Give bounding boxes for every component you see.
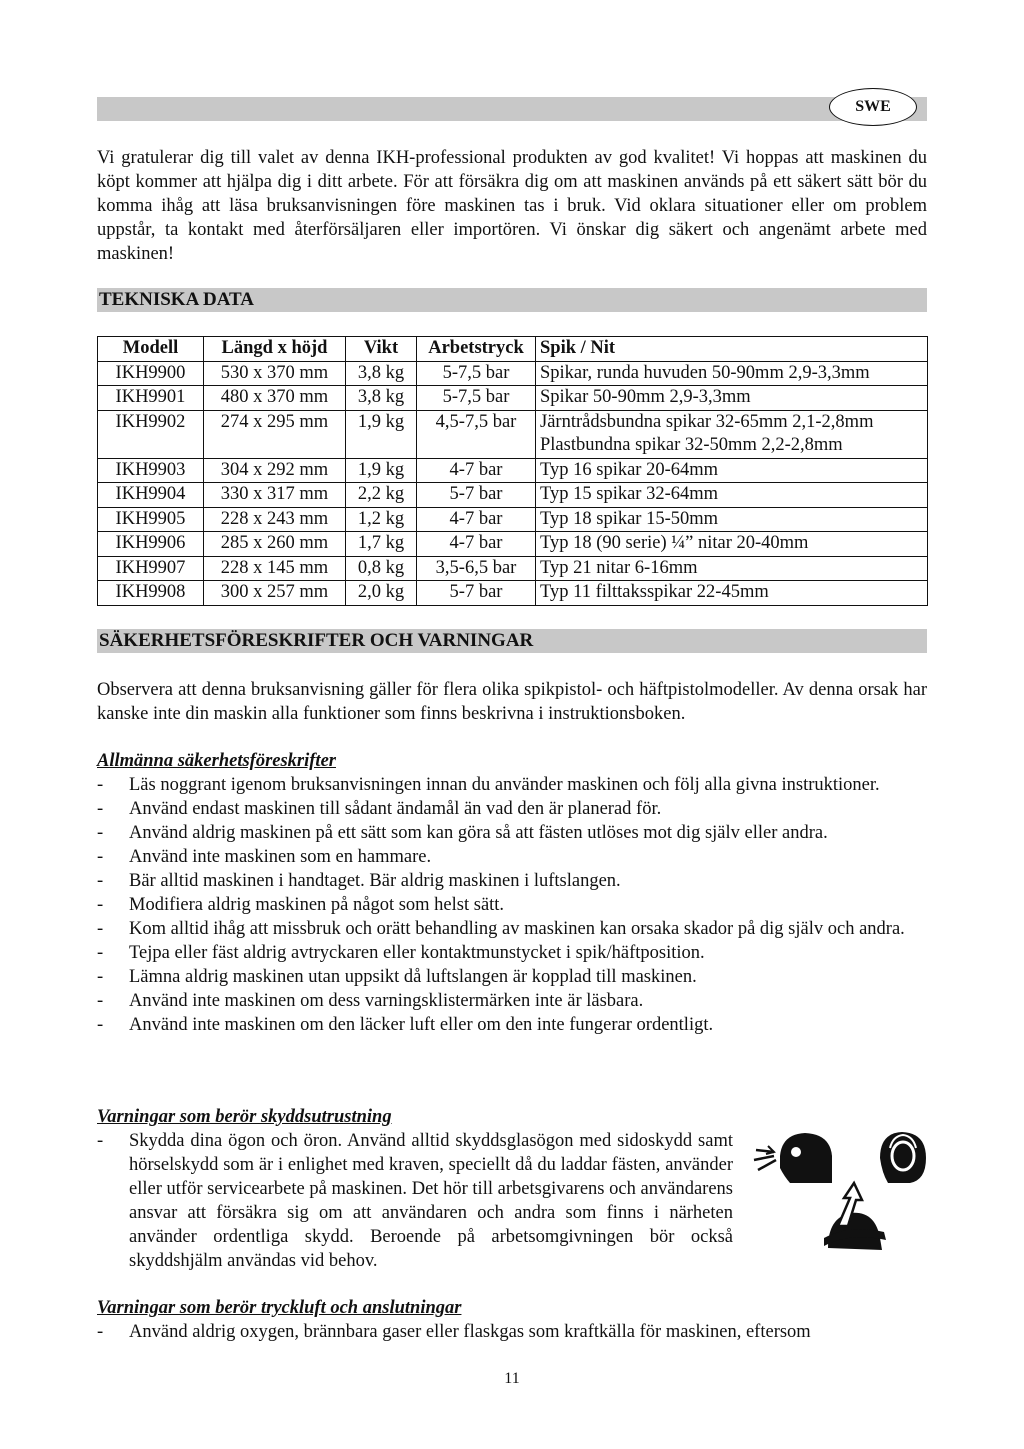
cell-weight: 1,7 kg	[346, 532, 417, 557]
cell-nail-line-2: Plastbundna spikar 32-50mm 2,2-2,8mm	[540, 435, 843, 455]
cell-weight: 2,0 kg	[346, 581, 417, 606]
cell-pressure: 5-7 bar	[417, 483, 536, 508]
cell-weight: 1,9 kg	[346, 410, 417, 458]
cell-pressure: 5-7,5 bar	[417, 361, 536, 386]
cell-model: IKH9906	[98, 532, 204, 557]
cell-weight: 1,9 kg	[346, 458, 417, 483]
cell-size: 530 x 370 mm	[204, 361, 346, 386]
table-row	[98, 410, 928, 458]
cell-size: 300 x 257 mm	[204, 581, 346, 606]
list-item: - Bär alltid maskinen i handtaget. Bär aldrig maskinen i luftslangen.	[97, 871, 621, 891]
cell-pressure: 3,5-6,5 bar	[417, 556, 536, 581]
general-safety-list	[97, 773, 927, 1037]
cell-model: IKH9903	[98, 458, 204, 483]
air-list	[97, 1320, 927, 1344]
section-safety-title: SÄKERHETSFÖRESKRIFTER OCH VARNINGAR	[99, 630, 534, 651]
cell-size: 228 x 243 mm	[204, 507, 346, 532]
table-row	[98, 361, 928, 386]
cell-nail: Typ 11 filttaksspikar 22-45mm	[536, 581, 928, 606]
spec-table	[97, 336, 928, 606]
cell-size: 228 x 145 mm	[204, 556, 346, 581]
cell-model: IKH9905	[98, 507, 204, 532]
cell-weight: 3,8 kg	[346, 361, 417, 386]
list-item: - Tejpa eller fäst aldrig avtryckaren eller kontaktmunstycket i spik/häftposition.	[97, 943, 705, 963]
list-item: - Modifiera aldrig maskinen på något som helst sätt.	[97, 895, 505, 915]
cell-model: IKH9902	[98, 410, 204, 458]
cell-weight: 3,8 kg	[346, 386, 417, 411]
list-item: - Använd aldrig oxygen, brännbara gaser eller flaskgas som kraftkälla för maskinen, eftersom	[97, 1322, 811, 1342]
table-row	[98, 483, 928, 508]
cell-size: 480 x 370 mm	[204, 386, 346, 411]
table-header-row	[98, 337, 928, 362]
protective-list	[97, 1129, 733, 1273]
cell-pressure: 5-7,5 bar	[417, 386, 536, 411]
cell-size: 330 x 317 mm	[204, 483, 346, 508]
col-langd-hojd: Längd x höjd	[204, 337, 346, 362]
section-safety-bar	[97, 629, 927, 653]
list-item: - Använd inte maskinen som en hammare.	[97, 847, 432, 867]
cell-pressure: 4-7 bar	[417, 507, 536, 532]
general-safety-heading: Allmänna säkerhetsföreskrifter	[97, 751, 336, 771]
cell-size: 304 x 292 mm	[204, 458, 346, 483]
cell-model: IKH9908	[98, 581, 204, 606]
intro-paragraph: Vi gratulerar dig till valet av denna IKH-professional produkten av god kvalitet! Vi hoppas att maskinen du köpt kommer att hjälpa dig i ditt arbete. För att försäkra dig om att maskinen används på ett säkert sätt bör du komma ihåg att läsa bruksanvisningen före maskinen tas i bruk. Vid oklara situationer eller om problem uppstår, ta kontakt med återförsäljaren eller importören. Vi önskar dig säkert och angenämt arbete med maskinen!	[97, 148, 927, 264]
col-vikt: Vikt	[346, 337, 417, 362]
page-number: 11	[504, 1370, 520, 1387]
table-row	[98, 581, 928, 606]
table-row	[98, 532, 928, 557]
table-row	[98, 458, 928, 483]
hard-hat-icon	[824, 1183, 886, 1250]
table-row	[98, 507, 928, 532]
cell-pressure: 4,5-7,5 bar	[417, 410, 536, 458]
cell-pressure: 4-7 bar	[417, 458, 536, 483]
cell-size: 285 x 260 mm	[204, 532, 346, 557]
cell-nail: Typ 15 spikar 32-64mm	[536, 483, 928, 508]
cell-nail-line-1: Järntrådsbundna spikar 32-65mm 2,1-2,8mm	[540, 411, 874, 432]
safety-intro-paragraph: Observera att denna bruksanvisning gäller för flera olika spikpistol- och häftpistolmodeller. Av denna orsak har kanske inte din maskin alla funktioner som finns beskrivna i instruktionsboken.	[97, 680, 927, 724]
list-item: - Kom alltid ihåg att missbruk och orätt behandling av maskinen kan orsaka skador på dig själv och andra.	[97, 919, 905, 939]
protection-pictograms	[750, 1128, 930, 1258]
cell-nail: Typ 21 nitar 6-16mm	[536, 556, 928, 581]
col-spik-nit: Spik / Nit	[536, 337, 928, 362]
cell-size: 274 x 295 mm	[204, 410, 346, 458]
list-item: - Använd endast maskinen till sådant ändamål än vad den är planerad för.	[97, 799, 662, 819]
list-item: - Använd inte maskinen om dess varningsklistermärken inte är läsbara.	[97, 991, 644, 1011]
cell-nail	[536, 410, 928, 458]
cell-weight: 1,2 kg	[346, 507, 417, 532]
air-heading: Varningar som berör tryckluft och anslutningar	[97, 1298, 462, 1318]
col-modell: Modell	[98, 337, 204, 362]
list-item: - Lämna aldrig maskinen utan uppsikt då luftslangen är kopplad till maskinen.	[97, 967, 697, 987]
list-item: - Skydda dina ögon och öron. Använd alltid skyddsglasögon med sidoskydd samt hörselskydd som är i enlighet med kraven, speciellt då du laddar fästen, använder eller utför servicearbete på maskinen. Det hör till arbetsgivarens och användarens ansvar att försäkra sig om att användaren och andra som finns i närheten använder ordentliga skydd. Beroende på arbetsomgivningen bör också skyddshjälm användas vid behov.	[97, 1131, 733, 1271]
cell-model: IKH9900	[98, 361, 204, 386]
ear-protection-icon	[880, 1132, 926, 1183]
cell-model: IKH9901	[98, 386, 204, 411]
cell-nail: Spikar 50-90mm 2,9-3,3mm	[536, 386, 928, 411]
cell-model: IKH9907	[98, 556, 204, 581]
section-tech-title: TEKNISKA DATA	[99, 289, 255, 310]
list-item: - Använd inte maskinen om den läcker luft eller om den inte fungerar ordentligt.	[97, 1015, 714, 1035]
cell-nail: Spikar, runda huvuden 50-90mm 2,9-3,3mm	[536, 361, 928, 386]
cell-nail: Typ 18 spikar 15-50mm	[536, 507, 928, 532]
language-badge: SWE	[829, 88, 917, 126]
protective-heading: Varningar som berör skyddsutrustning	[97, 1107, 392, 1127]
cell-weight: 0,8 kg	[346, 556, 417, 581]
col-arbetstryck: Arbetstryck	[417, 337, 536, 362]
list-item: - Läs noggrant igenom bruksanvisningen innan du använder maskinen och följ alla givna instruktioner.	[97, 775, 880, 795]
section-tech-bar	[97, 288, 927, 312]
cell-nail: Typ 18 (90 serie) ¼” nitar 20-40mm	[536, 532, 928, 557]
cell-model: IKH9904	[98, 483, 204, 508]
cell-nail: Typ 16 spikar 20-64mm	[536, 458, 928, 483]
table-row	[98, 386, 928, 411]
header-bar	[97, 97, 927, 121]
safety-glasses-icon	[754, 1133, 832, 1183]
table-row	[98, 556, 928, 581]
list-item: - Använd aldrig maskinen på ett sätt som kan göra så att fästen utlöses mot dig själv eller andra.	[97, 823, 828, 843]
cell-pressure: 5-7 bar	[417, 581, 536, 606]
cell-weight: 2,2 kg	[346, 483, 417, 508]
cell-pressure: 4-7 bar	[417, 532, 536, 557]
